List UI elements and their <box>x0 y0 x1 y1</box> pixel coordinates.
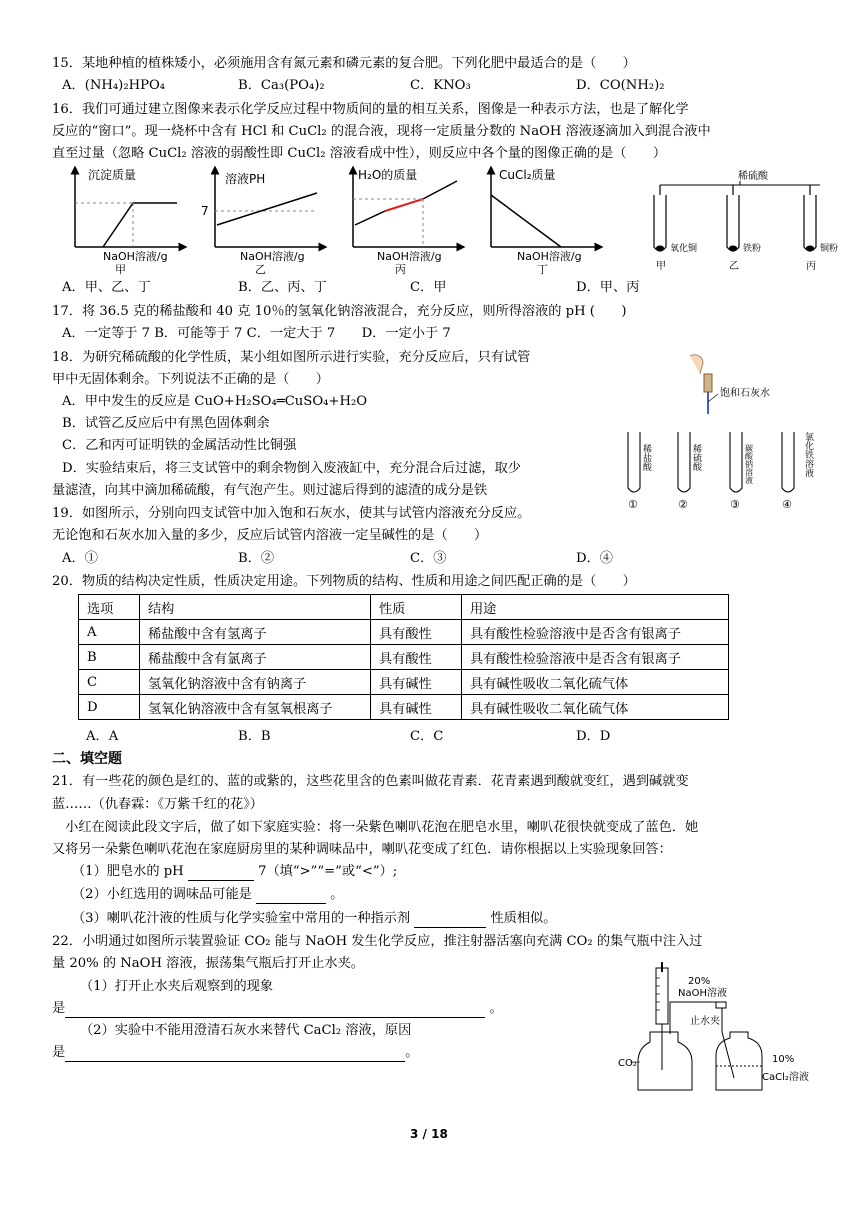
graph-jia-xlabel: NaOH溶液/g <box>103 250 168 263</box>
q18-line-2: 甲中无固体剩余。下列说法不正确的是（ ） <box>52 372 329 387</box>
fig19-num-3: ③ <box>730 498 740 511</box>
q15-option-c: C．KNO₃ <box>410 78 471 93</box>
header-cell: 结构 <box>140 595 371 620</box>
q19-option-d: D．④ <box>576 551 613 566</box>
graph-ding <box>491 167 599 276</box>
graph-ding-xlabel: NaOH溶液/g <box>517 250 582 263</box>
q18-figure <box>640 165 840 275</box>
table-cell: 具有碱性 <box>371 670 462 695</box>
graph-jia-name: 甲 <box>115 263 126 276</box>
graph-bing-name: 丙 <box>395 263 406 276</box>
table-header-row <box>79 595 729 620</box>
q16-option-a: A．甲、乙、丁 <box>62 280 151 295</box>
q19-line-2: 无论饱和石灰水加入量的多少，反应后试管内溶液一定呈碱性的是（ ） <box>52 528 488 543</box>
q22-sub-2-end: 。 <box>405 1045 419 1060</box>
fig22-syringe-conc: 20% <box>688 976 711 987</box>
table-cell: 具有酸性 <box>371 620 462 645</box>
header-cell: 性质 <box>371 595 462 620</box>
q18-line-1: 18．为研究稀硫酸的化学性质，某小组如图所示进行实验，充分反应后，只有试管 <box>52 350 531 365</box>
q16-line-3: 直至过量（忽略 CuCl₂ 溶液的弱酸性即 CuCl₂ 溶液看成中性），则反应中各个量的图像正确的是（ ） <box>52 146 667 161</box>
q22-line-1: 22．小明通过如图所示装置验证 CO₂ 能与 NaOH 发生化学反应，推注射器活塞向充满 CO₂ 的集气瓶中注入过 <box>52 934 703 949</box>
table-cell: 具有酸性 <box>371 645 462 670</box>
q22-sub-1: （1）打开止水夹后观察到的现象 <box>80 979 274 994</box>
fig18-label-cuo: 氧化铜 <box>670 244 698 254</box>
q16-option-b: B．乙、丙、丁 <box>238 280 327 295</box>
fig19-num-2: ② <box>678 498 688 511</box>
q21-sub-3-suffix: 性质相似。 <box>490 911 557 926</box>
answer-blank[interactable] <box>414 927 486 928</box>
fig22-right-label: CaCl₂溶液 <box>762 1072 809 1083</box>
fig22-clamp-label: 止水夹 <box>690 1016 720 1027</box>
graph-jia <box>75 167 183 276</box>
table-cell: 具有酸性检验溶液中是否含有银离子 <box>462 620 729 645</box>
answer-blank[interactable] <box>256 903 326 904</box>
q17-options: A．一定等于 7 B．可能等于 7 C．一定大于 7 D．一定小于 7 <box>62 326 451 341</box>
q22-sub-1-lead: 是 <box>52 1001 66 1016</box>
q15-option-d: D．CO(NH₂)₂ <box>576 78 665 93</box>
table-cell: 具有碱性吸收二氧化硫气体 <box>462 670 729 695</box>
answer-blank[interactable] <box>188 880 254 881</box>
fig22-right-conc: 10% <box>772 1054 795 1065</box>
fig18-name-jia: 甲 <box>656 261 666 272</box>
graph-yi-tick: 7 <box>201 204 209 218</box>
q16-line-2: 反应的“窗口”。现一烧杯中含有 HCl 和 CuCl₂ 的混合液，现将一定质量分数的 NaOH 溶液逐滴加入到混合液中 <box>52 124 711 139</box>
table-cell: 具有碱性吸收二氧化硫气体 <box>462 695 729 720</box>
q19-option-b: B．② <box>238 551 275 566</box>
q21-line-1: 21．有一些花的颜色是红的、蓝的或紫的，这些花里含的色素叫做花青素．花青素遇到酸就变红，遇到碱就变 <box>52 774 689 789</box>
table-cell: B <box>79 645 140 670</box>
fig19-num-1: ① <box>628 498 638 511</box>
fig19-tube-3: 碳酸钠溶液 <box>744 444 754 484</box>
table-row <box>79 620 729 645</box>
q20-option-c: C．C <box>410 729 444 744</box>
page-number: 3 / 18 <box>410 1127 448 1141</box>
q20-stem: 20．物质的结构决定性质，性质决定用途。下列物质的结构、性质和用途之间匹配正确的是（ ） <box>52 574 636 589</box>
q21-line-2: 蓝……（仇春霖：《万紫千红的花》） <box>52 797 263 812</box>
q20-option-a: A．A <box>86 729 119 744</box>
graph-yi-name: 乙 <box>255 263 266 276</box>
q21-sub-3 <box>72 910 556 928</box>
table-cell: 稀盐酸中含有氢离子 <box>140 620 371 645</box>
q21-line-4: 又将另一朵紫色喇叭花泡在家庭厨房里的某种调味品中，喇叭花变成了红色．请你根据以上实验现象回答： <box>52 842 672 857</box>
graph-bing-xlabel: NaOH溶液/g <box>377 250 442 263</box>
q18-option-c: C．乙和丙可证明铁的金属活动性比铜强 <box>62 438 297 453</box>
q18-option-b: B．试管乙反应后中有黑色固体剩余 <box>62 416 270 431</box>
table-row <box>79 695 729 720</box>
q21-sub-2-suffix: 。 <box>330 887 344 902</box>
header-cell: 选项 <box>79 595 140 620</box>
q16-line-1: 16．我们可通过建立图像来表示化学反应过程中物质间的量的相互关系，图像是一种表示方法，也是了解化学 <box>52 102 689 117</box>
fig19-tube-4: 氯化铁溶液 <box>803 432 813 477</box>
q15-option-a: A．(NH₄)₂HPO₄ <box>62 78 166 93</box>
fig18-top-label: 稀硫酸 <box>738 171 768 182</box>
q18-option-d-cont: 量滤渣，向其中滴加稀硫酸，有气泡产生。则过滤后得到的滤渣的成分是铁 <box>52 483 488 498</box>
q19-option-c: C．③ <box>410 551 447 566</box>
header-cell: 用途 <box>462 595 729 620</box>
fig19-tube-1: 稀盐酸 <box>641 444 651 471</box>
q16-option-c: C．甲 <box>410 280 447 295</box>
fig18-label-cu: 铜粉 <box>820 244 839 254</box>
table-row <box>79 645 729 670</box>
q18-option-d: D．实验结束后，将三支试管中的剩余物倒入废液缸中，充分混合后过滤，取少 <box>62 461 521 476</box>
table-row <box>79 670 729 695</box>
table-cell: C <box>79 670 140 695</box>
fig18-label-fe: 铁粉 <box>743 244 762 254</box>
q22-line-2: 量 20% 的 NaOH 溶液，振荡集气瓶后打开止水夹。 <box>52 956 364 971</box>
graph-jia-ylabel: 沉淀质量 <box>88 168 137 182</box>
q22-sub-2-answer <box>52 1044 418 1062</box>
q15-stem: 15．某地种植的植株矮小，必须施用含有氮元素和磷元素的复合肥。下列化肥中最适合的是（ ） <box>52 56 636 71</box>
graph-bing <box>353 167 461 276</box>
graph-yi-ylabel: 溶液PH <box>225 172 266 186</box>
q22-sub-1-answer <box>52 1000 503 1018</box>
q20-table <box>78 594 729 720</box>
fig22-syringe-label: NaOH溶液 <box>678 988 727 999</box>
q21-sub-3-prefix: （3）喇叭花汁液的性质与化学实验室中常用的一种指示剂 <box>72 911 411 926</box>
q20-option-b: B．B <box>238 729 271 744</box>
table-cell: 具有酸性检验溶液中是否含有银离子 <box>462 645 729 670</box>
section-title: 二、填空题 <box>52 751 122 767</box>
q15-option-b: B．Ca₃(PO₄)₂ <box>238 78 325 93</box>
fig19-num-4: ④ <box>782 498 792 511</box>
q16-graphs <box>55 165 625 277</box>
q17-stem: 17．将 36.5 克的稀盐酸和 40 克 10％的氢氧化钠溶液混合，充分反应，则所得溶液的 pH ( ) <box>52 304 627 319</box>
table-cell: 稀盐酸中含有氯离子 <box>140 645 371 670</box>
table-cell: 氢氧化钠溶液中含有氢氧根离子 <box>140 695 371 720</box>
q19-option-a: A．① <box>62 551 98 566</box>
q16-option-d: D．甲、丙 <box>576 280 640 295</box>
q18-option-a: A．甲中发生的反应是 CuO+H₂SO₄═CuSO₄+H₂O <box>62 394 368 409</box>
graph-ding-name: 丁 <box>537 263 548 276</box>
fig18-name-bing: 丙 <box>806 261 816 272</box>
q22-figure <box>612 962 822 1102</box>
table-cell: 氢氧化钠溶液中含有钠离子 <box>140 670 371 695</box>
table-cell: 具有碱性 <box>371 695 462 720</box>
graph-ding-ylabel: CuCl₂质量 <box>499 168 556 182</box>
q22-sub-2: （2）实验中不能用澄清石灰水来替代 CaCl₂ 溶液，原因 <box>80 1023 412 1038</box>
table-cell: A <box>79 620 140 645</box>
q21-sub-2 <box>72 886 343 904</box>
fig19-dropper-label: 饱和石灰水 <box>720 388 770 399</box>
q19-figure <box>622 352 842 512</box>
q21-sub-2-prefix: （2）小红选用的调味品可能是 <box>72 887 252 902</box>
q22-sub-1-end: 。 <box>489 1001 503 1016</box>
q21-sub-1-prefix: （1）肥皂水的 pH <box>72 864 184 879</box>
graph-bing-ylabel: H₂O的质量 <box>358 168 418 182</box>
answer-blank[interactable] <box>65 1061 405 1062</box>
q22-sub-2-lead: 是 <box>52 1045 66 1060</box>
table-cell: D <box>79 695 140 720</box>
q20-option-d: D．D <box>576 729 611 744</box>
q21-line-3: 小红在阅读此段文字后，做了如下家庭实验：将一朵紫色喇叭花泡在肥皂水里，喇叭花很快就变成了蓝色．她 <box>52 820 699 835</box>
q19-line-1: 19．如图所示，分别向四支试管中加入饱和石灰水，使其与试管内溶液充分反应。 <box>52 506 531 521</box>
fig19-tube-2: 稀硫酸 <box>691 444 701 471</box>
q21-sub-1 <box>72 863 397 881</box>
graph-yi-xlabel: NaOH溶液/g <box>240 250 305 263</box>
fig18-name-yi: 乙 <box>729 261 739 272</box>
q21-sub-1-suffix: 7（填“>”“=”或“<”）; <box>258 864 398 879</box>
fig22-left-label: CO₂ <box>618 1058 637 1069</box>
graph-yi <box>201 170 323 276</box>
answer-blank[interactable] <box>65 1017 485 1018</box>
